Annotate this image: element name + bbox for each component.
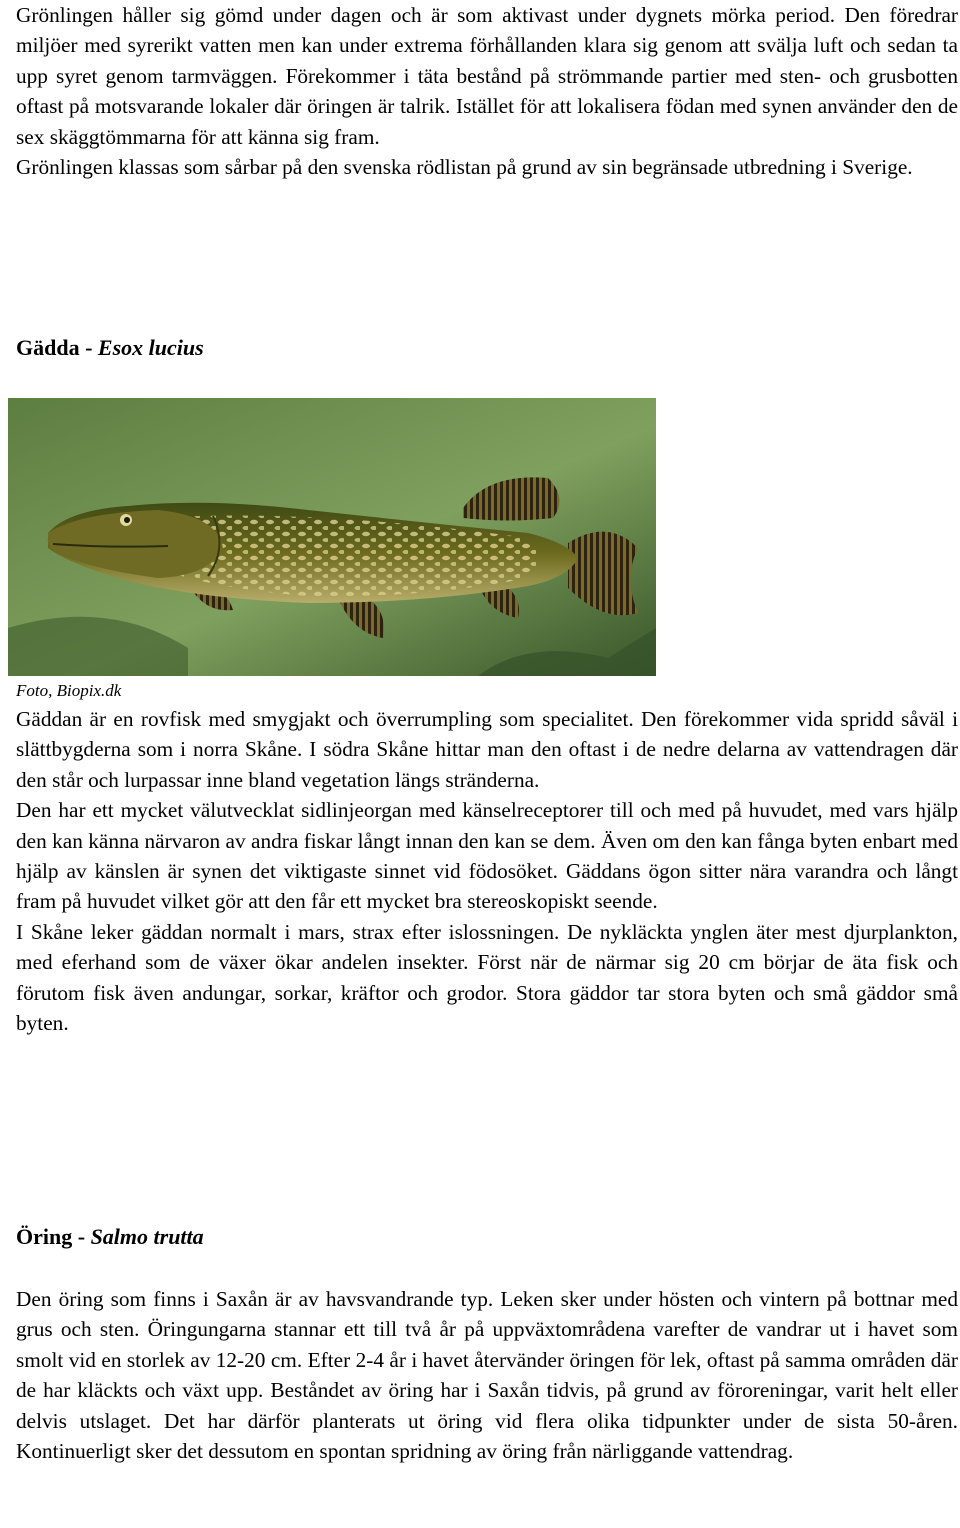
gadda-section [16,704,958,1038]
gadda-paragraph-3: I Skåne leker gäddan normalt i mars, strax efter islossningen. De nykläckta ynglen äter mest djurplankton, med eferhand som de växer ökar andelen insekter. Först när de närmar sig 20 cm börjar de äta fisk och förutom fisk även andungar, sorkar, kräftor och grodor. Stora gäddor tar stora byten och små gäddor små byten. [16,919,958,1036]
gadda-paragraph-2: Den har ett mycket välutvecklat sidlinjeorgan med känselreceptorer till och med på huvudet, med vars hjälp den kan känna närvaron av andra fiskar långt innan den kan se dem. Även om den kan fånga byten enbart med hjälp av känslen är synen det viktigaste sinnet vid födosöket. Gäddans ögon sitter nära varandra och långt fram på huvudet vilket gör att den får ett mycket bra stereoskopiskt seende. [16,798,958,914]
gadda-heading [16,333,204,363]
gadda-paragraph-1: Gäddan är en rovfisk med smygjakt och överrumpling som specialitet. Den förekommer vida spridd såväl i slättbygderna som i norra Skåne. I södra Skåne hittar man den oftast i de nedre delarna av vattendragen där den står och lurpassar inne bland vegetation längs stränderna. [16,707,958,792]
oring-section [16,1284,958,1466]
intro-section [16,0,958,182]
intro-paragraph-1: Grönlingen håller sig gömd under dagen och är som aktivast under dygnets mörka period. Den föredrar miljöer med syrerikt vatten men kan under extrema förhållanden klara sig genom att svälja luft och sedan ta upp syret genom tarmväggen. Förekommer i täta bestånd på strömmande partier med sten- och grusbotten oftast på motsvarande lokaler där öringen är talrik. Istället för att lokalisera födan med synen använder den de sex skäggtömmarna för att känna sig fram. [16,3,958,149]
gadda-heading-latin: Esox lucius [97,335,204,360]
photo-caption: Foto, Biopix.dk [16,681,122,700]
intro-paragraph-2: Grönlingen klassas som sårbar på den svenska rödlistan på grund av sin begränsade utbredning i Sverige. [16,155,913,180]
oring-heading-latin: Salmo trutta [90,1224,204,1249]
oring-heading-common: Öring - [16,1224,91,1249]
oring-heading [16,1222,204,1252]
pike-photo [8,398,656,676]
gadda-heading-common: Gädda - [16,335,98,360]
oring-paragraph-1: Den öring som finns i Saxån är av havsvandrande typ. Leken sker under hösten och vintern på bottnar med grus och sten. Öringungarna stannar ett till två år på uppväxtområdena varefter de vandrar ut i havet som smolt vid en storlek av 12-20 cm. Efter 2-4 år i havet återvänder öringen för lek, oftast på samma områden där de har kläckts och växt upp. Beståndet av öring har i Saxån tidvis, på grund av föroreningar, varit helt eller delvis utslaget. Det har därför planterats ut öring vid flera olika tidpunkter under de sista 50-åren. Kontinuerligt sker det dessutom en spontan spridning av öring från närliggande vattendrag. [16,1287,958,1464]
